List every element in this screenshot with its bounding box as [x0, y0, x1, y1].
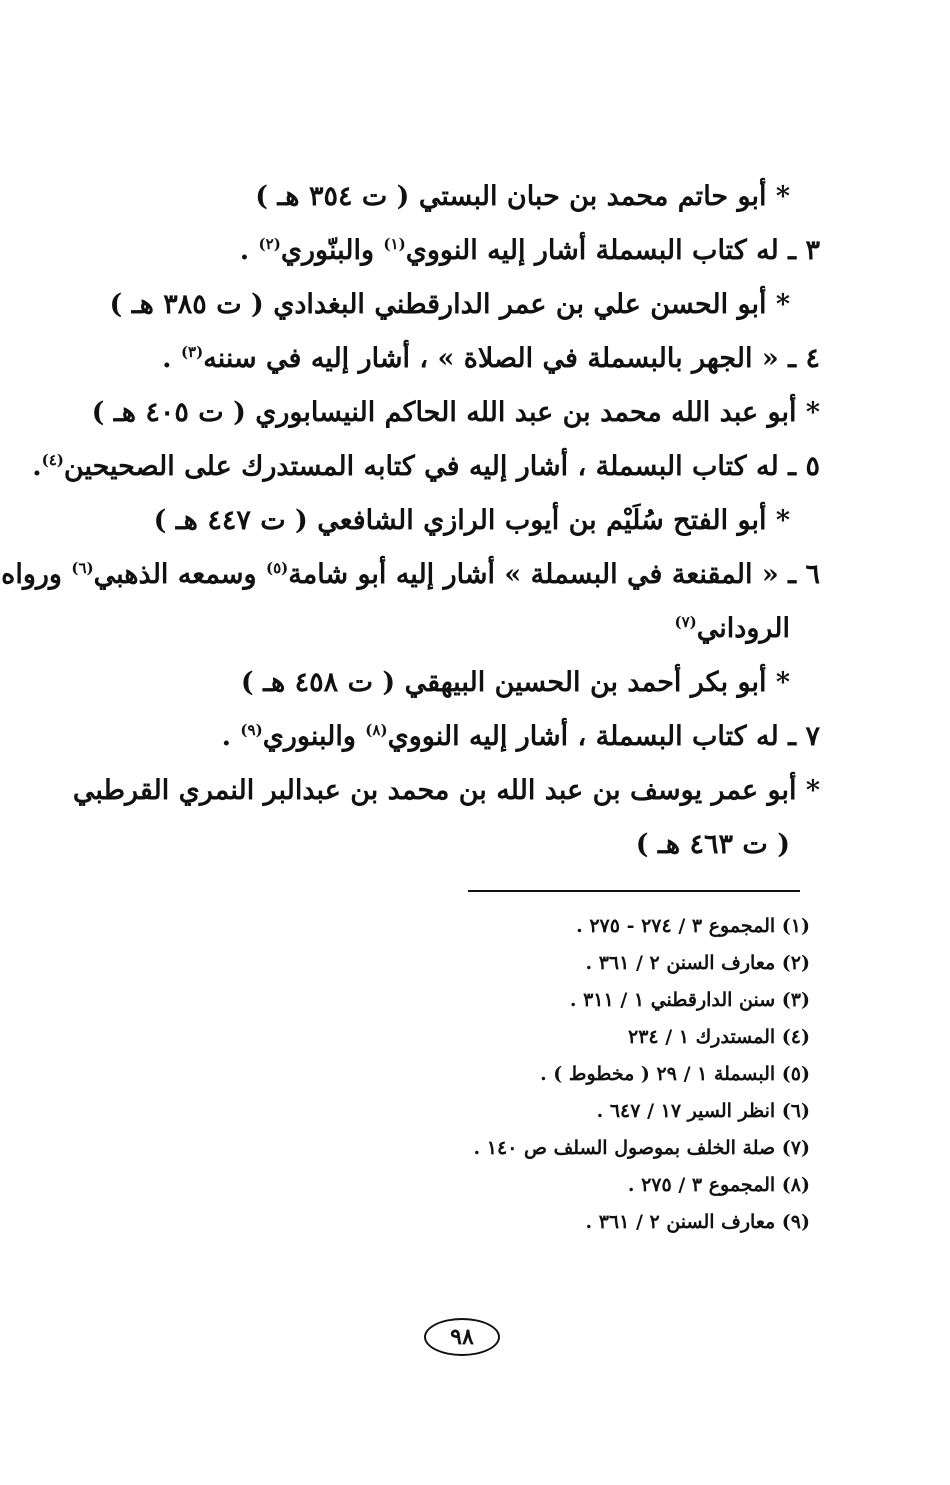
footnote-ref: (١): [383, 235, 406, 253]
footnote-ref: (٩): [240, 721, 263, 739]
footnote-5: (٥) البسملة ١ / ٢٩ ( مخطوط ) .: [540, 1063, 810, 1085]
footnote-ref: (٤): [41, 451, 64, 469]
footnote-6: (٦) انظر السير ١٧ / ٦٤٧ .: [596, 1100, 810, 1122]
footnote-9: (٩) معارف السنن ٢ / ٣٦١ .: [585, 1211, 810, 1233]
author-entry-bayhaqi: * أبو بكر أحمد بن الحسين البيهقي ( ت ٤٥٨ هـ ): [240, 667, 790, 698]
author-entry-ibn-hibban: * أبو حاتم محمد بن حبان البستي ( ت ٣٥٤ هـ ): [255, 181, 790, 212]
footnote-2: (٢) معارف السنن ٢ / ٣٦١ .: [585, 952, 810, 974]
footnote-8: (٨) المجموع ٣ / ٢٧٥ .: [627, 1174, 810, 1196]
footnote-ref: (٢): [258, 235, 281, 253]
author-entry-ibn-abd-al-barr-date: ( ت ٤٦٣ هـ ): [635, 829, 790, 860]
book-entry-3: ٣ ـ له كتاب البسملة أشار إليه النووي$^{(١)}$ والبنّوري$^{(٢)}$ .: [239, 235, 820, 266]
main-text-block: [1, 170, 820, 872]
book-entry-6: ٦ ـ « المقنعة في البسملة » أشار إليه أبو شامة$^{(٥)}$ وسمعه الذهبي$^{(٦)}$ ورواه: [1, 559, 820, 590]
author-entry-daraqutni: * أبو الحسن علي بن عمر الدارقطني البغدادي ( ت ٣٨٥ هـ ): [109, 289, 790, 320]
footnote-7: (٧) صلة الخلف بموصول السلف ص ١٤٠ .: [473, 1137, 810, 1159]
footnote-ref: (٧): [674, 613, 697, 631]
page-number: ٩٨: [424, 1318, 500, 1356]
footnote-separator: [468, 890, 800, 892]
footnote-3: (٣) سنن الدارقطني ١ / ٣١١ .: [569, 989, 810, 1011]
book-entry-4: ٤ ـ « الجهر بالبسملة في الصلاة » ، أشار إليه في سننه$^{(٣)}$ .: [162, 343, 820, 374]
book-entry-6-continued: الروداني$^{(٧)}$: [674, 613, 790, 644]
footnote-ref: (٣): [180, 343, 204, 361]
footnote-1: (١) المجموع ٣ / ٢٧٤ - ٢٧٥ .: [576, 915, 810, 937]
book-entry-7: ٧ ـ له كتاب البسملة ، أشار إليه النووي$^{(٨)}$ والبنوري$^{(٩)}$ .: [221, 721, 820, 752]
author-entry-ibn-abd-al-barr: * أبو عمر يوسف بن عبد الله بن محمد بن عبدالبر النمري القرطبي: [72, 775, 820, 806]
footnotes-block: [290, 908, 810, 1241]
footnote-4: (٤) المستدرك ١ / ٢٣٤: [628, 1026, 810, 1048]
footnote-ref: (٦): [71, 559, 94, 577]
footnote-ref: (٥): [266, 559, 289, 577]
author-entry-sulaym: * أبو الفتح سُلَيْم بن أيوب الرازي الشافعي ( ت ٤٤٧ هـ ): [153, 505, 790, 536]
author-entry-hakim: * أبو عبد الله محمد بن عبد الله الحاكم النيسابوري ( ت ٤٠٥ هـ ): [91, 397, 820, 428]
book-entry-5: ٥ ـ له كتاب البسملة ، أشار إليه في كتابه المستدرك على الصحيحين$^{(٤)}$.: [32, 451, 820, 482]
footnote-ref: (٨): [365, 721, 388, 739]
